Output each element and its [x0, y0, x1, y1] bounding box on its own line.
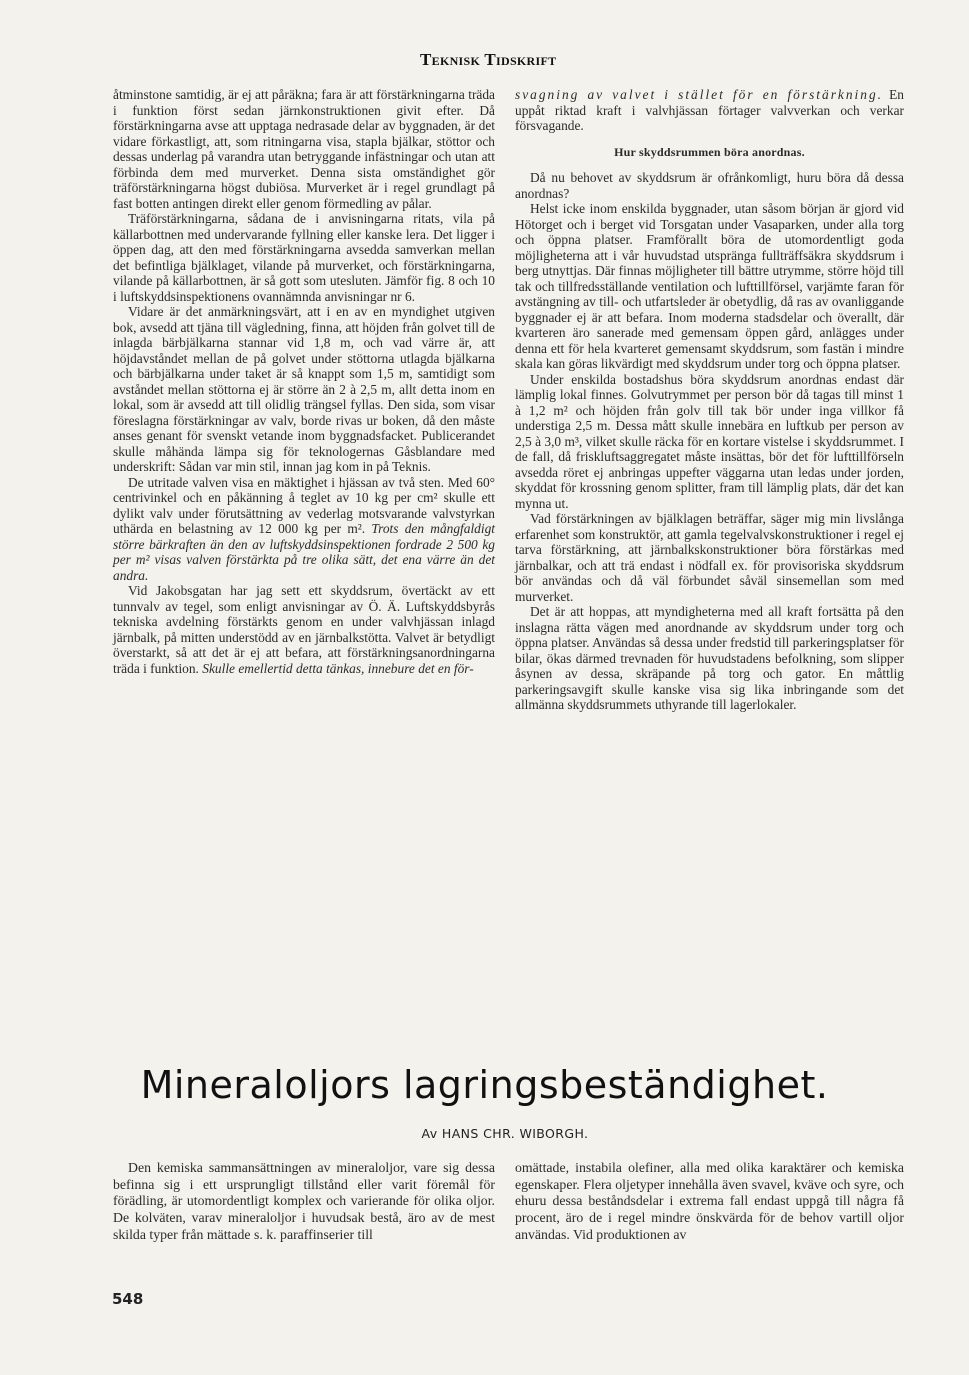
paragraph: omättade, instabila olefiner, alla med olika karaktärer och kemiska egenskaper. Flera oljetyper innehålla även svavel, kväve och syre, och ehuru dessa beståndsdelar i extrema fall endast uppgå till några få procent, äro de i regel mindre önskvärda för de behov vartill oljor användas. Vid produktionen av	[515, 1160, 904, 1242]
paragraph: Helst icke inom enskilda byggnader, utan såsom början är gjord vid Hötorget och i berget vid Torsgatan under Vasaparken, under alla torg och öppna platser. Framförallt böra de utomordentligt goda möjligheterna att i vår huvudstad utsprängа fullträffsäkra skyddsrum i berg utnyttjas. Där finnas möjligheter till bättre utrymme, större höjd till tak och tillfredsställande ventilation och lufttillförsel, varjämte faran för avstängning av till- och utfartsleder är obetydlig, då ras av ovanliggande byggnader ej är att befara. Inom moderna stadsdelar och överallt, där kvarteren äro sanerade med gemensam öppen gård, anlägges under denna ett för hela kvarteret gemensamt skyddsrum, som fastän i mindre skala kan göras likvärdigt med skyddsrum under torg och öppna platser.	[515, 201, 904, 371]
page-number: 548	[112, 1290, 144, 1308]
paragraph: Då nu behovet av skyddsrum är ofrånkomligt, huru böra då dessa anordnas?	[515, 170, 904, 201]
paragraph: Den kemiska sammansättningen av mineraloljor, vare sig dessa befinna sig i ett ursprungligt tillstånd eller varit föremål för förädling, är utomordentligt komplex och varierande för olika oljor. De kolväten, varav mineraloljor i huvudsak bestå, äro av de mest skilda typer från mättade s. k. paraffinserier till	[113, 1160, 495, 1242]
paragraph-text: En uppåt riktad kraft i valvhjässan förtager valvverkan och verkar försvagande.	[515, 87, 904, 133]
subheading: Hur skyddsrummen böra anordnas.	[614, 144, 805, 159]
article-title: Mineraloljors lagringsbeständighet.	[140, 1063, 829, 1107]
paragraph	[515, 87, 904, 134]
paragraph-text: Vid Jakobsgatan har jag sett ett skyddsrum, övertäckt av ett tunnvalv av tegel, som enligt anvisningar av Ö. Ä. Luftskyddsbyrås tekniska avdelning förstärkts genom en under valvhjässan inlagd järnbalk, på mitten understödd av en järnbalkstötta. Valvet är betydligt överstarkt, så att det är ej att befara, att förstärkningsanordningarna träda i funktion.	[113, 583, 495, 676]
byline: Av HANS CHR. WIBORGH.	[421, 1126, 589, 1141]
paragraph: Vad förstärkningen av bjälklagen beträffar, säger mig min livslånga erfarenhet som konstruktör, att gamla tegelvalvskonstruktioner i regel ej tarva förstärkning, att järnbalkskonstruktioner böra förstärkas med järnbalkar, och att trä endast i nödfall ex. för provisoriska skyddsrum bör användas och då väl förbundet såväl sinsemellan som med murverket.	[515, 511, 904, 604]
paragraph	[113, 583, 495, 676]
intro-right-column	[515, 1160, 904, 1244]
italic-text: Skulle emellertid detta tänkas, innebure det en för-	[202, 660, 474, 676]
paragraph: åtminstone samtidig, är ej att påräkna; fara är att förstärkningarna träda i funktion först sedan järnkonstruktionen givit efter. Då förstärkningarna avse att upptaga nedrasade delar av byggnaden, är det vidare förkastligt, att, som ritningarna visa, stapla bjälkar, stöttor och dessas underlag på varandra utan betryggande infästningar och utan att förbinda dem med murverket. Denna sista omständighet gör träförstärkningarna högst dubiösa. Murverket är i regel grundlagt på fast botten antingen direkt eller genom förmedling av pålar.	[113, 87, 495, 211]
left-column	[113, 87, 495, 676]
right-column	[515, 87, 904, 713]
paragraph	[113, 475, 495, 584]
italic-text: svagning av valvet i stället för en förstärkning.	[515, 87, 884, 102]
journal-title: Teknisk Tidskrift	[420, 50, 557, 69]
intro-left-column	[113, 1160, 495, 1244]
paragraph: Träförstärkningarna, sådana de i anvisningarna ritats, vila på källarbottnen med undervarande fyllning eller kanske lera. Det ligger i öppen dag, att den med förstärkningarna avsedda samverkan mellan det befintliga bjälklaget, vilande på murverket, och förstärkningarna, vilande på källarbottnen, är så gott som utesluten. Jämför fig. 8 och 10 i luftskyddsinspektionens ovannämnda anvisningar nr 6.	[113, 211, 495, 304]
paragraph: Det är att hoppas, att myndigheterna med all kraft fortsätta på den inslagna rätta vägen med anordnande av skyddsrum under torg och öppna platser. Användas så dessa under fredstid till parkeringsplatser för bilar, ökas därmed trevnaden för huvudstadens befolkning, som slipper åsynen av dessa, skräpande på torg och gator. En måttlig parkeringsavgift skulle kanske visa sig lika inbringande som det allmänna skyddsrummets uthyrande till lagerlokaler.	[515, 604, 904, 712]
paragraph: Vidare är det anmärkningsvärt, att i en av en myndighet utgiven bok, avsedd att tjäna till vägledning, finna, att höjden från golvet till de inlagda bärbjälkarna stannar vid 1,8 m, och vad värre är, att höjdavståndet mellan de på golvet under stöttorna utlagda bjälkarna och bärbjälkarna under taket är så knappt som 1,5 m, samtidigt som avståndet mellan stöttorna ej är större än 2 à 2,5 m, allt detta inom en lokal, som är avsedd att till olidlig trängsel fyllas. Den sida, som visar föreslagna förstärkningar av valv, borde rivas ur boken, då den måste anses genant för svenskt vetande inom byggnadsfacket. Publicerandet skulle måhända lämpa sig för teknologernas Gåsblandare med underskrift: Sådan var min stil, innan jag kom in på Teknis.	[113, 304, 495, 474]
paragraph-text: De utritade valven visa en mäktighet i hjässan av två sten. Med 60° centrivinkel och en påkänning å teglet av 10 kg per cm² skulle ett dylikt valv under förutsättning av vederlag motsvarande valvstyrkan uthärda en belastning av 12 000 kg per m².	[113, 474, 495, 536]
italic-text: Trots den mångfaldigt större bärkraften än den av luftskyddsinspektionen fordrade 2 500 kg per m² visas valven förstärkta på tre olika sätt, det ena värre än det andra.	[113, 521, 495, 583]
paragraph: Under enskilda bostadshus böra skyddsrum anordnas endast där lämplig lokal finnes. Golvutrymmet per person bör då tagas till minst 1 à 1,2 m² och höjden från golv till tak bör under inga villkor få understiga 2,5 m. Dessa mått skulle innebära en luftkub per person av 2,5 à 3,0 m³, vilket skulle räcka för en kortare vistelse i skyddsrummet. I de fall, då friskluftsaggregatet måste insättas, bör det för lufttillförseln avsedda röret ej anbringas uppefter väggarna utan ledas under jorden, skyddat för krossning genom splitter, fram till lämplig plats, där det kan mynna ut.	[515, 371, 904, 511]
